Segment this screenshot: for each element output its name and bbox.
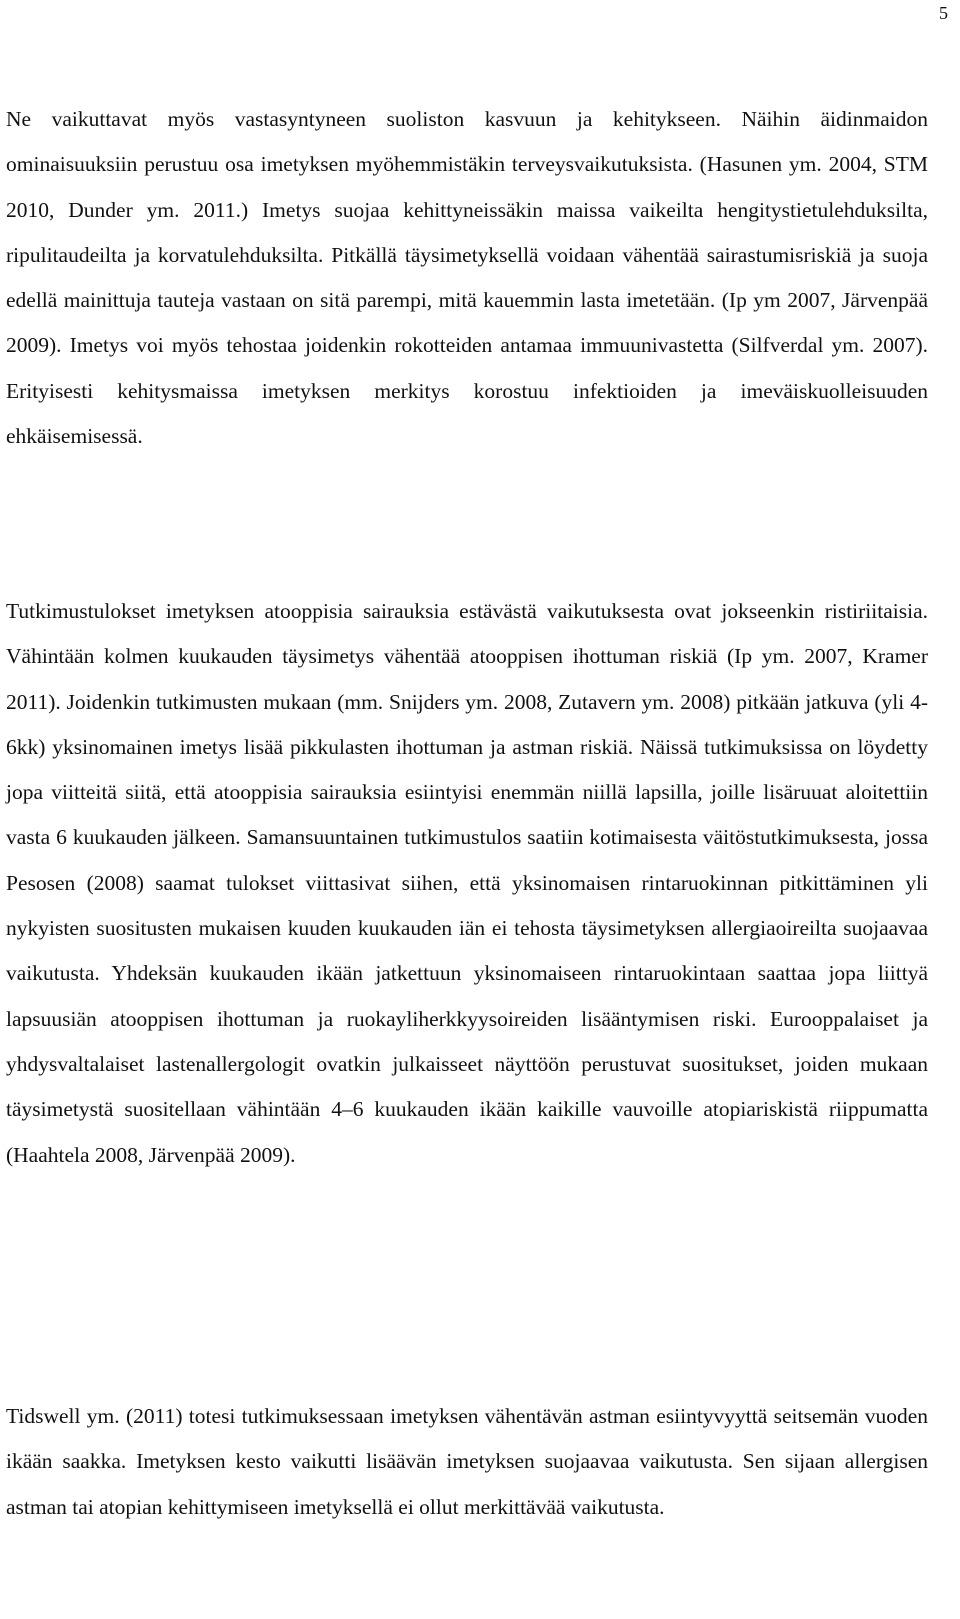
paragraph-breastfeeding-health-effects: Ne vaikuttavat myös vastasyntyneen suoliston kasvuun ja kehitykseen. Näihin äidinmaidon ominaisuuksiin perustuu osa imetyksen myöhemmistäkin terveysvaikutuksista. (Hasunen ym. 2004, STM 2010, Dunder ym. 2011.) Imetys suojaa kehittyneissäkin maissa vaikeilta hengitystietulehduksilta, ripulitaudeilta ja korvatulehduksilta. Pitkällä täysimetyksellä voidaan vähentää sairastumisriskiä ja suoja edellä mainittuja tauteja vastaan on sitä parempi, mitä kauemmin lasta imetetään. (Ip ym 2007, Järvenpää 2009). Imetys voi myös tehostaa joidenkin rokotteiden antamaa immuunivastetta (Silfverdal ym. 2007). Erityisesti kehitysmaissa imetyksen merkitys korostuu infektioiden ja imeväiskuolleisuuden ehkäisemisessä.: [6, 107, 928, 449]
paragraph-atopic-diseases: Tutkimustulokset imetyksen atooppisia sairauksia estävästä vaikutuksesta ovat jokseenkin ristiriitaisia. Vähintään kolmen kuukauden täysimetys vähentää atooppisen ihottuman riskiä (Ip ym. 2007, Kramer 2011). Joidenkin tutkimusten mukaan (mm. Snijders ym. 2008, Zutavern ym. 2008) pitkään jatkuva (yli 4-6kk) yksinomainen imetys lisää pikkulasten ihottuman ja astman riskiä. Näissä tutkimuksissa on löydetty jopa viitteitä siitä, että atooppisia sairauksia esiintyisi enemmän niillä lapsilla, joille lisäruuat aloitettiin vasta 6 kuukauden jälkeen. Samansuuntainen tutkimustulos saatiin kotimaisesta väitöstutkimuksesta, jossa Pesosen (2008) saamat tulokset viittasivat siihen, että yksinomaisen rintaruokinnan pitkittäminen yli nykyisten suositusten mukaisen kuuden kuukauden iän ei tehosta täysimetyksen allergiaoireilta suojaavaa vaikutusta. Yhdeksän kuukauden ikään jatkettuun yksinomaiseen rintaruokintaan saattaa jopa liittyä lapsuusiän atooppisen ihottuman ja ruokayliherkkyysoireiden lisääntymisen riski. Eurooppalaiset ja yhdysvaltalaiset lastenallergologit ovatkin julkaisseet näyttöön perustuvat suositukset, joiden mukaan täysimetystä suositellaan vähintään 4–6 kuukauden ikään kaikille vauvoille atopiariskistä riippumatta (Haahtela 2008, Järvenpää 2009).: [6, 599, 928, 1167]
page-number: 5: [939, 3, 948, 23]
paragraph-tidswell-asthma: Tidswell ym. (2011) totesi tutkimuksessaan imetyksen vähentävän astman esiintyvyyttä seitsemän vuoden ikään saakka. Imetyksen kesto vaikutti lisäävän imetyksen suojaavaa vaikutusta. Sen sijaan allergisen astman tai atopian kehittymiseen imetyksellä ei ollut merkittävää vaikutusta.: [6, 1404, 928, 1519]
